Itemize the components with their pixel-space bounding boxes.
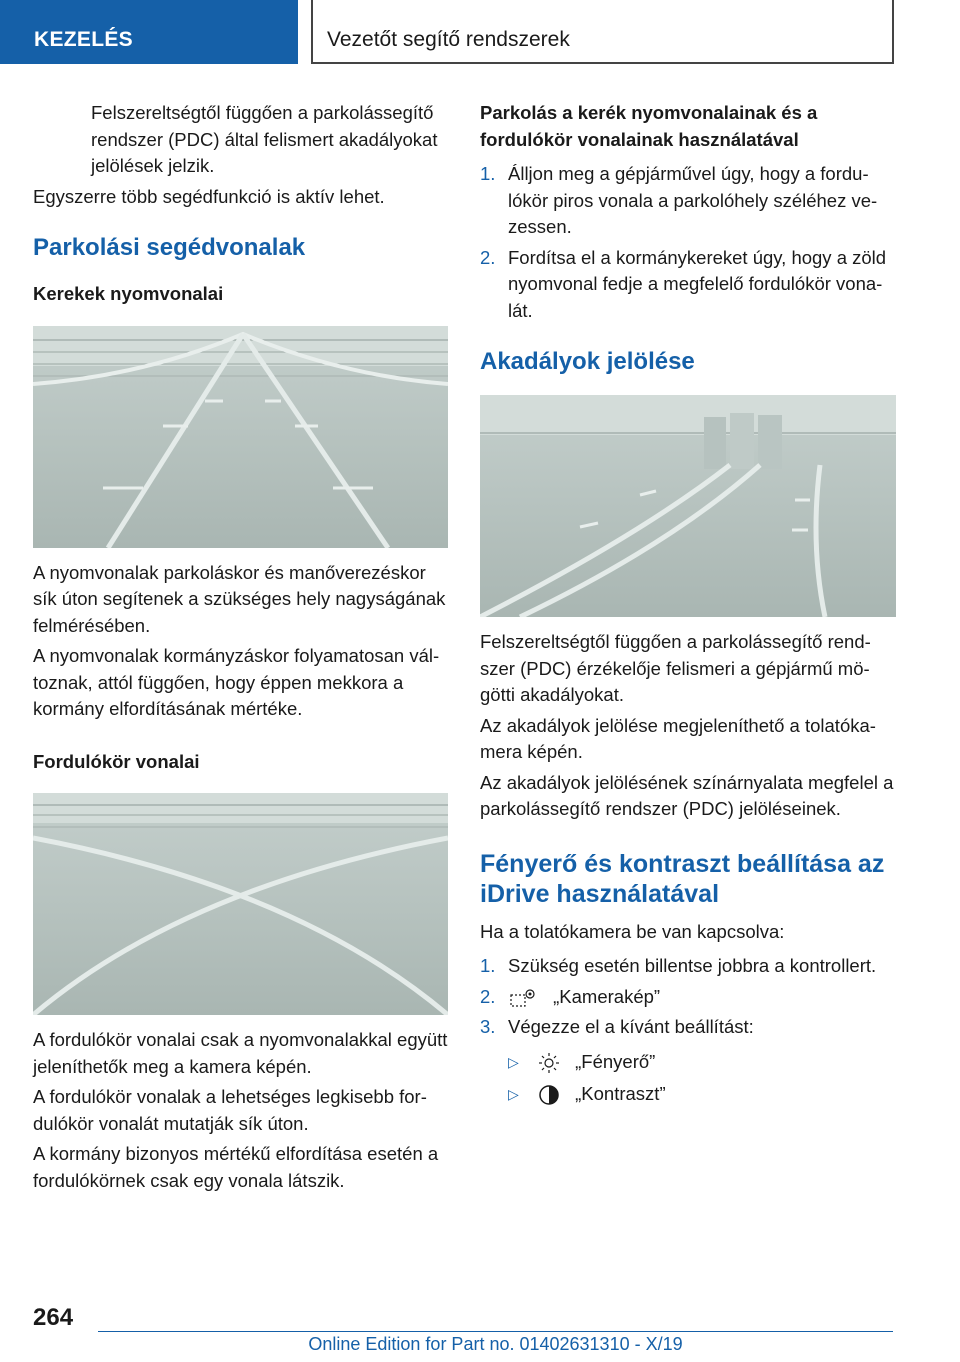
- step-number: 3.: [480, 1016, 496, 1037]
- turning-circle-paragraph-3: A kormány bizonyos mértékű elfordítása esetén a fordulókörnek csak egy vonala látszik.: [33, 1143, 439, 1191]
- turning-circle-paragraph-2: A fordulókör vonalak a lehetséges legkisebb fordulókör vonalát mutatják sík úton.: [33, 1086, 427, 1134]
- wheel-tracks-figure: [33, 326, 448, 548]
- chapter-header: [311, 0, 894, 64]
- wheel-tracks-heading: Kerekek nyomvonalai: [33, 283, 224, 304]
- obstacle-heading: Akadályok jelölése: [480, 348, 695, 375]
- obstacle-paragraph-1: Felszereltségtől függően a parkolássegítő rendszer (PDC) érzékelője felismeri a gépjármű mögötti akadályokat.: [480, 631, 871, 705]
- section-tab: [0, 0, 298, 64]
- intro-text: Egyszerre több segédfunkció is aktív lehet.: [33, 185, 385, 207]
- brightness-steps: [480, 953, 896, 1041]
- triangle-bullet-icon: ▷: [508, 1086, 519, 1102]
- list-item: [480, 1014, 896, 1041]
- turning-circle-paragraph-1: A fordulókör vonalai csak a nyomvonalakkal együtt jeleníthetők meg a kamera képén.: [33, 1029, 448, 1077]
- step-text: Végezze el a kívánt beállítást:: [508, 1016, 754, 1037]
- intro-indent-text: Felszereltségtől függően a parkolássegítő rendszer (PDC) által felismert akadályokat jelölések jelzik.: [91, 102, 438, 176]
- right-column: [480, 100, 896, 1108]
- step-text: Szükség esetén billentse jobbra a kontrollert.: [508, 955, 877, 976]
- brightness-icon: [538, 1052, 560, 1074]
- obstacle-paragraph-2: Az akadályok jelölése megjeleníthető a tolatókamera képén.: [480, 714, 876, 762]
- chapter-title: Vezetőt segítő rendszerek: [327, 28, 570, 51]
- step-text: „Kamerakép”: [553, 985, 661, 1007]
- wheel-tracks-paragraph-1: A nyomvonalak parkoláskor és manőverezéskor sík úton segítenek a szükséges hely nagyságának felmérésében.: [33, 561, 446, 636]
- option-text: „Fényerő”: [575, 1050, 656, 1072]
- triangle-bullet-icon: ▷: [508, 1053, 519, 1070]
- list-item: [480, 1049, 896, 1076]
- turning-circle-figure: [33, 793, 448, 1015]
- list-item: [480, 1081, 896, 1108]
- step-text: Álljon meg a gépjárművel úgy, hogy a fordulókör piros vonala a parkolóhely széléhez vezessen.: [508, 163, 878, 237]
- camera-settings-icon: [508, 987, 538, 1009]
- usage-steps: [480, 161, 896, 324]
- brightness-intro: Ha a tolatókamera be van kapcsolva:: [480, 920, 785, 942]
- step-text: Fordítsa el a kormánykereket úgy, hogy a zöld nyomvonal fedje a megfelelő fordulókör vonalát.: [508, 246, 887, 321]
- list-item: [480, 984, 896, 1011]
- parking-lines-heading: Parkolási segédvonalak: [33, 234, 306, 261]
- brightness-heading: Fényerő és kontraszt beállítása az iDrive használatával: [480, 849, 885, 908]
- list-item: [480, 245, 896, 325]
- section-title: KEZELÉS: [34, 28, 133, 51]
- footer-divider: [98, 1331, 893, 1332]
- list-item: [480, 161, 896, 241]
- wheel-tracks-paragraph-2: A nyomvonalak kormányzáskor folyamatosan változnak, attól függően, hogy éppen mekkora a kormány elfordításának mértéke.: [33, 645, 440, 719]
- obstacle-paragraph-3: Az akadályok jelölésének színárnyalata megfelel a parkolássegítő rendszer (PDC) jelöléseinek.: [480, 771, 894, 819]
- turning-circle-heading: Fordulókör vonalai: [33, 750, 200, 772]
- step-number: 1.: [480, 163, 496, 184]
- option-text: „Kontraszt”: [575, 1083, 666, 1104]
- list-item: [480, 953, 896, 980]
- contrast-icon: [538, 1084, 560, 1106]
- left-column: [33, 100, 448, 1194]
- obstacle-figure: [480, 395, 896, 617]
- usage-heading: Parkolás a kerék nyomvonalainak és a fordulókör vonalainak használatával: [480, 102, 818, 150]
- setting-options: [480, 1049, 896, 1108]
- page-number: 264: [33, 1304, 74, 1331]
- step-number: 1.: [480, 955, 496, 976]
- step-number: 2.: [480, 985, 496, 1007]
- step-number: 2.: [480, 246, 496, 268]
- edition-footer: Online Edition for Part no. 01402631310 - X/19: [308, 1334, 683, 1354]
